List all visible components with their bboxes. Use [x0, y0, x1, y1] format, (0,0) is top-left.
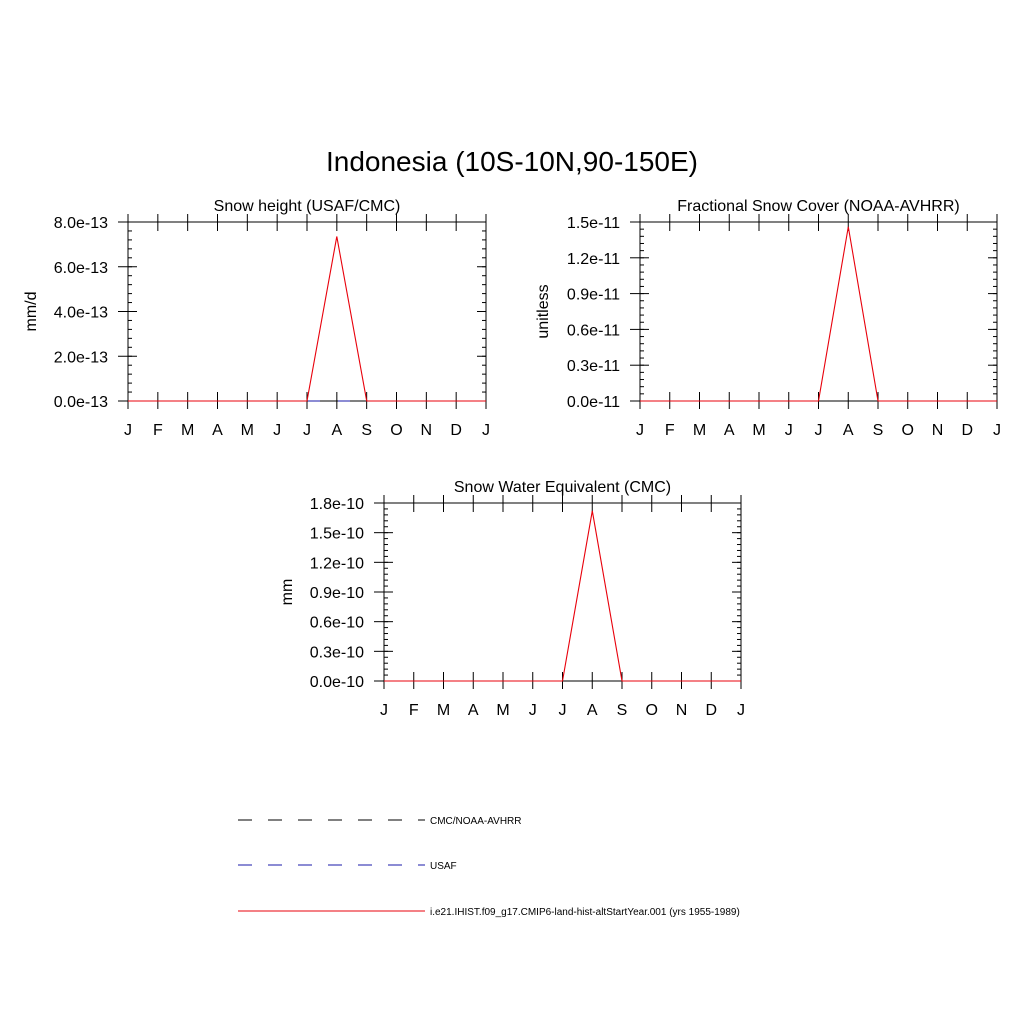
x-tick-label: A — [723, 422, 735, 439]
plot-frame — [384, 503, 741, 681]
x-tick-label: A — [212, 422, 223, 439]
y-tick-label: 0.3e-11 — [566, 358, 620, 376]
x-tick-label: N — [420, 422, 433, 439]
legend-label: USAF — [430, 861, 457, 872]
x-tick-label: M — [692, 422, 707, 439]
x-tick-label: N — [931, 422, 944, 439]
y-tick-label: 1.5e-11 — [566, 215, 620, 232]
legend-label: CMC/NOAA-AVHRR — [430, 816, 522, 827]
legend — [238, 816, 740, 918]
y-tick-label: 6.0e-13 — [53, 259, 108, 277]
y-tick-label: 2.0e-13 — [53, 349, 108, 367]
chart-title: Fractional Snow Cover (NOAA-AVHRR) — [677, 198, 960, 215]
x-tick-label: S — [872, 422, 884, 439]
x-tick-label: J — [784, 422, 793, 439]
x-tick-label: J — [482, 422, 490, 439]
y-tick-label: 0.0e-10 — [309, 674, 364, 691]
x-tick-label: J — [737, 702, 745, 719]
x-tick-label: J — [273, 422, 282, 439]
y-tick-label: 1.2e-10 — [309, 555, 364, 573]
y-tick-label: 0.6e-11 — [566, 322, 620, 340]
y-tick-label: 0.9e-10 — [309, 585, 364, 602]
x-tick-label: J — [993, 422, 1001, 439]
x-tick-label: N — [675, 702, 688, 719]
series-line — [384, 511, 741, 681]
x-tick-label: O — [901, 422, 914, 439]
x-tick-label: M — [496, 702, 510, 719]
x-tick-label: A — [467, 702, 479, 719]
x-tick-label: J — [814, 422, 823, 439]
y-tick-label: 0.9e-11 — [566, 286, 620, 304]
y-tick-label: 0.3e-10 — [309, 644, 364, 662]
x-tick-label: A — [331, 422, 343, 439]
x-tick-label: A — [842, 422, 854, 439]
x-tick-label: M — [181, 422, 195, 439]
plot-frame — [128, 222, 486, 401]
x-tick-label: J — [558, 702, 567, 719]
y-tick-label: 1.8e-10 — [309, 496, 364, 513]
x-tick-label: D — [705, 702, 718, 719]
series-line — [640, 227, 997, 401]
y-tick-label: 8.0e-13 — [53, 215, 108, 232]
chart-title: Snow height (USAF/CMC) — [213, 198, 401, 215]
x-tick-label: A — [586, 702, 598, 719]
x-tick-label: S — [616, 702, 628, 719]
y-tick-label: 1.2e-11 — [566, 250, 620, 268]
chart-panel-1 — [23, 198, 490, 439]
x-tick-label: J — [380, 702, 388, 719]
y-axis-label: mm — [279, 578, 296, 606]
x-tick-label: O — [390, 422, 403, 439]
legend-label: i.e21.IHIST.f09_g17.CMIP6-land-hist-altStartYear.001 (yrs 1955-1989) — [430, 907, 740, 918]
x-tick-label: M — [752, 422, 766, 439]
x-tick-label: F — [152, 422, 163, 439]
chart-panel-2 — [535, 198, 1001, 439]
x-tick-label: D — [961, 422, 974, 439]
x-tick-label: J — [528, 702, 537, 719]
y-tick-label: 4.0e-13 — [53, 304, 108, 322]
x-tick-label: F — [664, 422, 675, 439]
x-tick-label: M — [240, 422, 254, 439]
x-tick-label: J — [303, 422, 311, 439]
y-tick-label: 0.6e-10 — [309, 614, 364, 632]
y-tick-label: 1.5e-10 — [309, 525, 364, 543]
x-tick-label: D — [450, 422, 462, 439]
x-tick-label: M — [436, 702, 451, 719]
y-axis-label: mm/d — [23, 291, 40, 332]
page-title: Indonesia (10S-10N,90-150E) — [325, 146, 698, 177]
chart-panel-3 — [279, 479, 745, 719]
x-tick-label: F — [408, 702, 419, 719]
plot-frame — [640, 222, 997, 401]
x-tick-label: J — [636, 422, 644, 439]
y-tick-label: 0.0e-11 — [566, 394, 620, 411]
y-axis-label: unitless — [535, 284, 552, 339]
chart-title: Snow Water Equivalent (CMC) — [453, 479, 672, 496]
y-tick-label: 0.0e-13 — [53, 394, 108, 411]
x-tick-label: S — [361, 422, 373, 439]
x-tick-label: J — [124, 422, 132, 439]
series-line — [128, 237, 486, 402]
x-tick-label: O — [645, 702, 658, 719]
